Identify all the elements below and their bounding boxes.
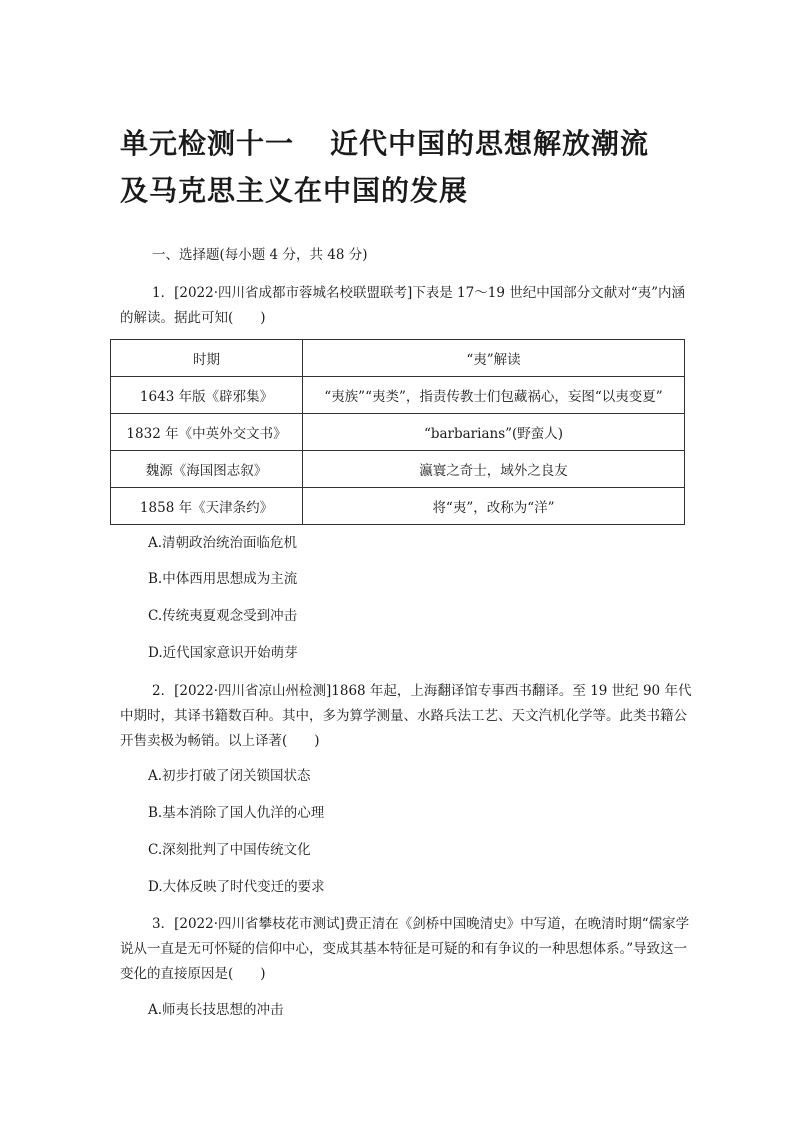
question-2-option-c: C.深刻批判了中国传统文化 (148, 842, 311, 858)
question-2-stem: 2．[2022·四川省凉山州检测]1868 年起，上海翻译馆专事西书翻译。至 19 世纪 90 年代中期时，其译书籍数百种。其中，多为算学测量、水路兵法工艺、天文汽机化学等。此类书籍公开售卖极为畅销。以上译著( ) (120, 683, 692, 749)
table-row (111, 414, 685, 451)
table-cell: “barbarians”(野蛮人) (303, 414, 685, 451)
title-line-1 (120, 120, 720, 167)
unit-label: 单元检测十一 (120, 127, 295, 160)
section-heading: 一、选择题(每小题 4 分，共 48 分) (152, 247, 368, 263)
table-cell: 1858 年《天津条约》 (111, 488, 303, 525)
document-title (120, 120, 720, 214)
table-cell: 魏源《海国图志叙》 (111, 451, 303, 488)
question-3-stem: 3．[2022·四川省攀枝花市测试]费正清在《剑桥中国晚清史》中写道，在晚清时期“儒家学说从一直是无可怀疑的信仰中心，变成其基本特征是可疑的和有争议的一种思想体系。”导致这一变化的直接原因是( ) (120, 916, 690, 982)
table-row (111, 377, 685, 414)
table-cell: “夷族”“夷类”，指责传教士们包藏祸心，妄图“以夷变夏” (303, 377, 685, 414)
question-2-option-d: D.大体反映了时代变迁的要求 (148, 879, 325, 895)
question-1-option-c: C.传统夷夏观念受到冲击 (148, 608, 298, 624)
table-cell: 将“夷”，改称为“洋” (303, 488, 685, 525)
question-1-option-a: A.清朝政治统治面临危机 (148, 535, 298, 551)
question-1-option-b: B.中体西用思想成为主流 (148, 571, 298, 587)
interpretation-table (110, 339, 685, 525)
question-2-option-b: B.基本消除了国人仇洋的心理 (148, 805, 325, 821)
table-header-interpretation: “夷”解读 (303, 340, 685, 377)
table-header-row (111, 340, 685, 377)
table-row (111, 488, 685, 525)
title-line-2: 及马克思主义在中国的发展 (120, 174, 469, 207)
question-1-option-d: D.近代国家意识开始萌芽 (148, 645, 298, 661)
question-2-option-a: A.初步打破了闭关锁国状态 (148, 768, 311, 784)
unit-topic: 近代中国的思想解放潮流 (330, 127, 650, 160)
question-3-option-a: A.师夷长技思想的冲击 (148, 1002, 284, 1018)
table-cell: 1832 年《中英外交文书》 (111, 414, 303, 451)
table-cell: 瀛寰之奇士，域外之良友 (303, 451, 685, 488)
table-header-period: 时期 (111, 340, 303, 377)
table-cell: 1643 年版《辟邪集》 (111, 377, 303, 414)
question-1-stem: 1．[2022·四川省成都市蓉城名校联盟联考]下表是 17～19 世纪中国部分文献对“夷”内涵的解读。据此可知( ) (120, 285, 686, 326)
table-row (111, 451, 685, 488)
